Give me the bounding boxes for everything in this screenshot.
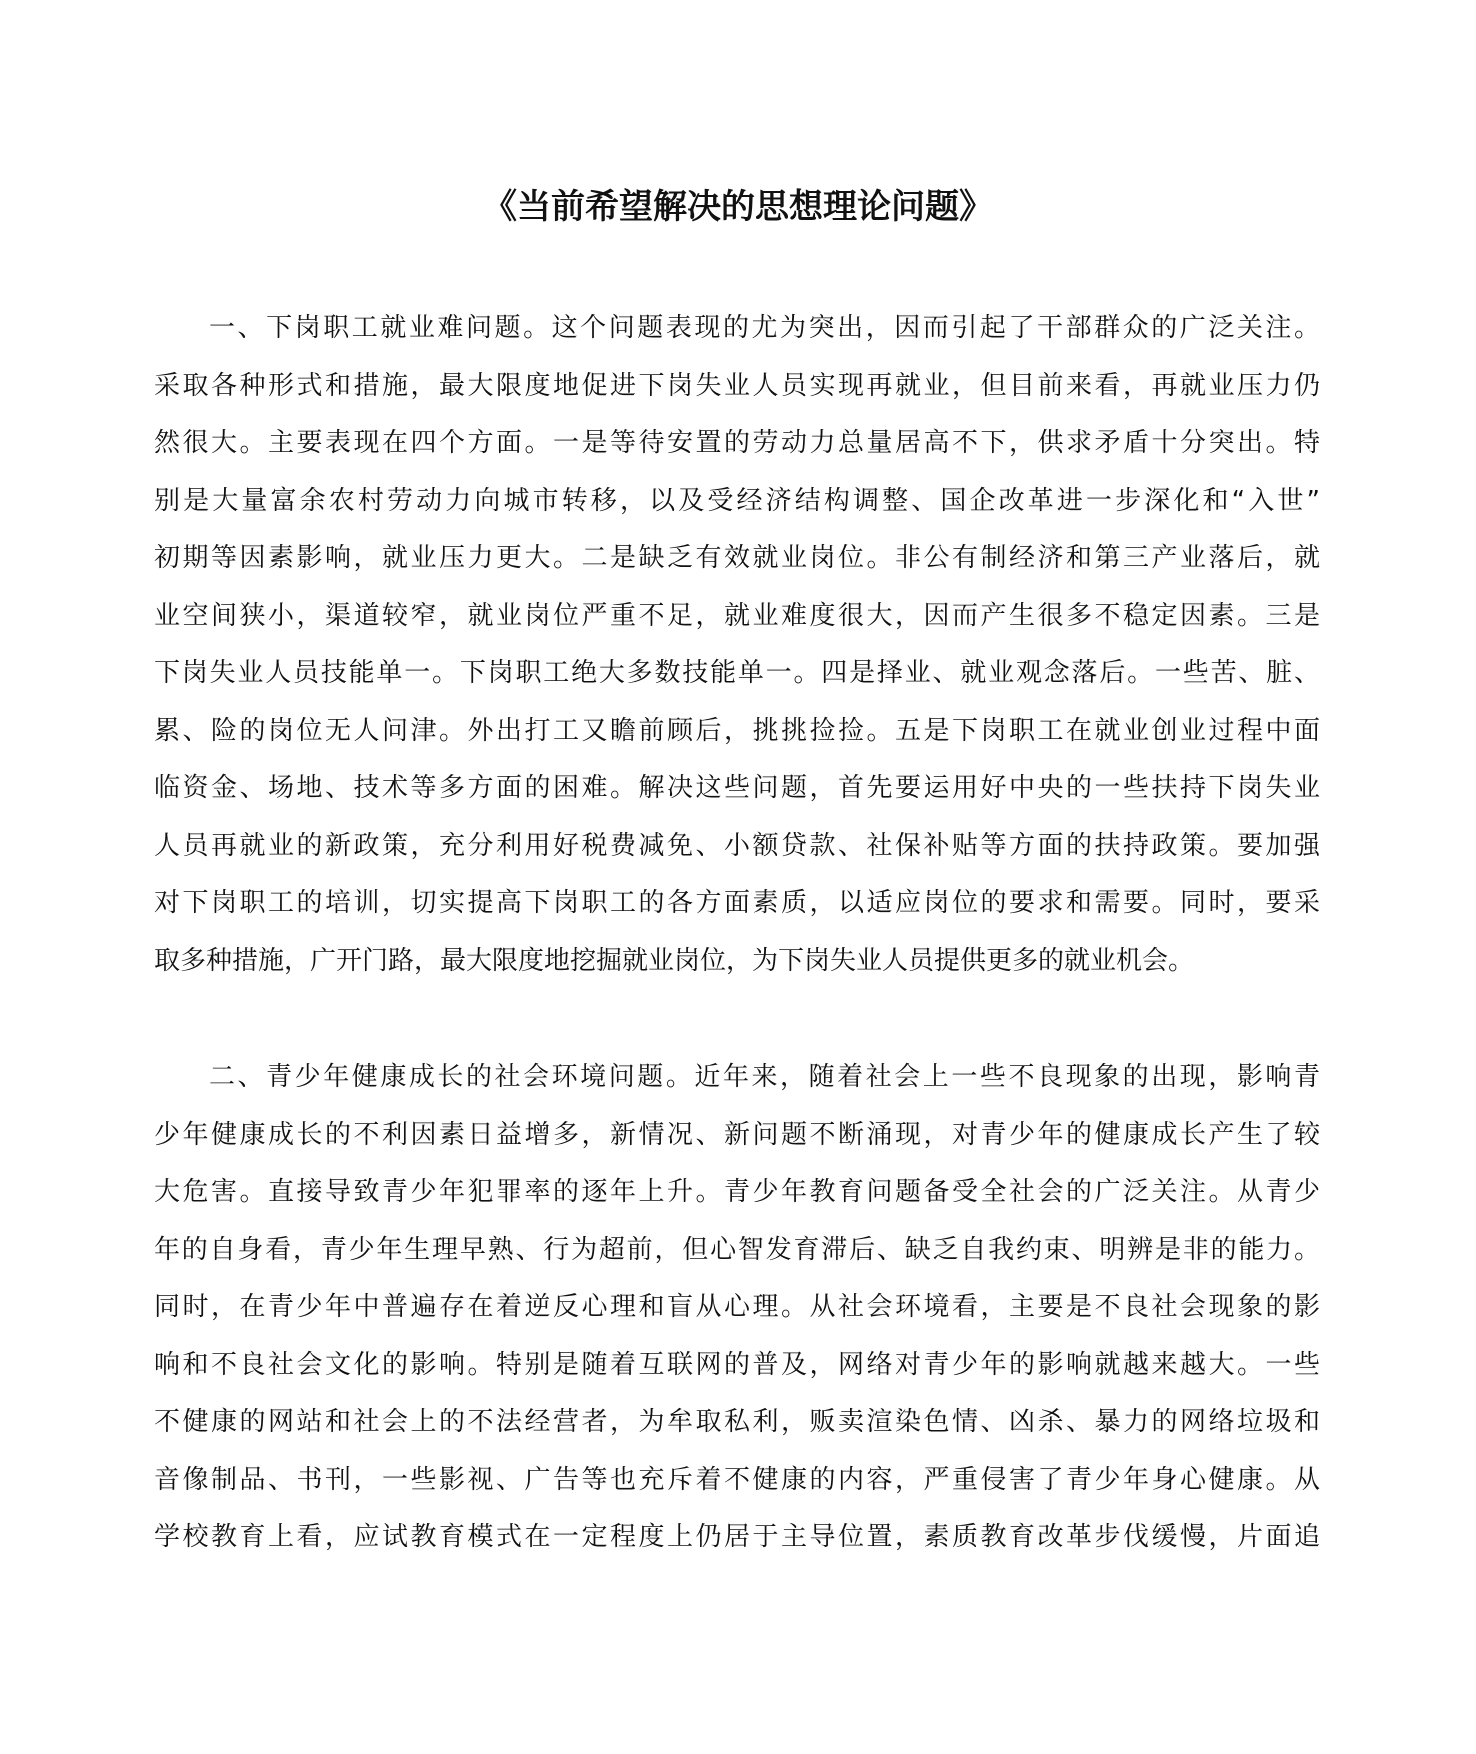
paragraph-line: 然很大。主要表现在四个方面。一是等待安置的劳动力总量居高不下，供求矛盾十分突出。特 (154, 428, 1320, 458)
paragraph-line: 同时，在青少年中普遍存在着逆反心理和盲从心理。从社会环境看，主要是不良社会现象的影 (154, 1292, 1320, 1322)
paragraph-line: 二、青少年健康成长的社会环境问题。近年来，随着社会上一些不良现象的出现，影响青 (209, 1062, 1320, 1092)
paragraph-line: 少年健康成长的不利因素日益增多，新情况、新问题不断涌现，对青少年的健康成长产生了较 (154, 1119, 1320, 1150)
paragraph-line: 年的自身看，青少年生理早熟、行为超前，但心智发育滞后、缺乏自我约束、明辨是非的能力。 (154, 1234, 1320, 1265)
paragraph-line: 初期等因素影响，就业压力更大。二是缺乏有效就业岗位。非公有制经济和第三产业落后，就 (154, 543, 1320, 573)
paragraph-youth-environment (154, 1049, 1320, 1567)
paragraph-line: 取多种措施，广开门路，最大限度地挖掘就业岗位，为下岗失业人员提供更多的就业机会。 (154, 945, 1195, 976)
paragraph-line: 不健康的网站和社会上的不法经营者，为牟取私利，贩卖渲染色情、凶杀、暴力的网络垃圾和 (154, 1407, 1320, 1437)
paragraph-line: 人员再就业的新政策，充分利用好税费减免、小额贷款、社保补贴等方面的扶持政策。要加强 (154, 830, 1320, 861)
paragraph-line: 业空间狭小，渠道较窄，就业岗位严重不足，就业难度很大，因而产生很多不稳定因素。三是 (154, 600, 1320, 631)
paragraph-line: 下岗失业人员技能单一。下岗职工绝大多数技能单一。四是择业、就业观念落后。一些苦、脏、 (154, 658, 1320, 688)
paragraph-unemployment (154, 300, 1320, 990)
paragraph-line: 响和不良社会文化的影响。特别是随着互联网的普及，网络对青少年的影响就越来越大。一些 (154, 1349, 1320, 1380)
paragraph-line: 临资金、场地、技术等多方面的困难。解决这些问题，首先要运用好中央的一些扶持下岗失业 (154, 773, 1320, 803)
paragraph-line: 采取各种形式和措施，最大限度地促进下岗失业人员实现再就业，但目前来看，再就业压力仍 (154, 370, 1320, 401)
paragraph-line: 一、下岗职工就业难问题。这个问题表现的尤为突出，因而引起了干部群众的广泛关注。 (209, 313, 1320, 343)
document-title: 《当前希望解决的思想理论问题》 (483, 187, 993, 227)
paragraph-line: 大危害。直接导致青少年犯罪率的逐年上升。青少年教育问题备受全社会的广泛关注。从青少 (154, 1177, 1320, 1207)
paragraph-line: 累、险的岗位无人问津。外出打工又瞻前顾后，挑挑捡捡。五是下岗职工在就业创业过程中面 (154, 715, 1320, 746)
paragraph-line: 学校教育上看，应试教育模式在一定程度上仍居于主导位置，素质教育改革步伐缓慢，片面追 (154, 1522, 1320, 1552)
paragraph-line: 对下岗职工的培训，切实提高下岗职工的各方面素质，以适应岗位的要求和需要。同时，要采 (154, 888, 1320, 918)
paragraph-line: 音像制品、书刊，一些影视、广告等也充斥着不健康的内容，严重侵害了青少年身心健康。从 (154, 1464, 1320, 1495)
paragraph-line: 别是大量富余农村劳动力向城市转移，以及受经济结构调整、国企改革进一步深化和“入世” (154, 485, 1320, 516)
